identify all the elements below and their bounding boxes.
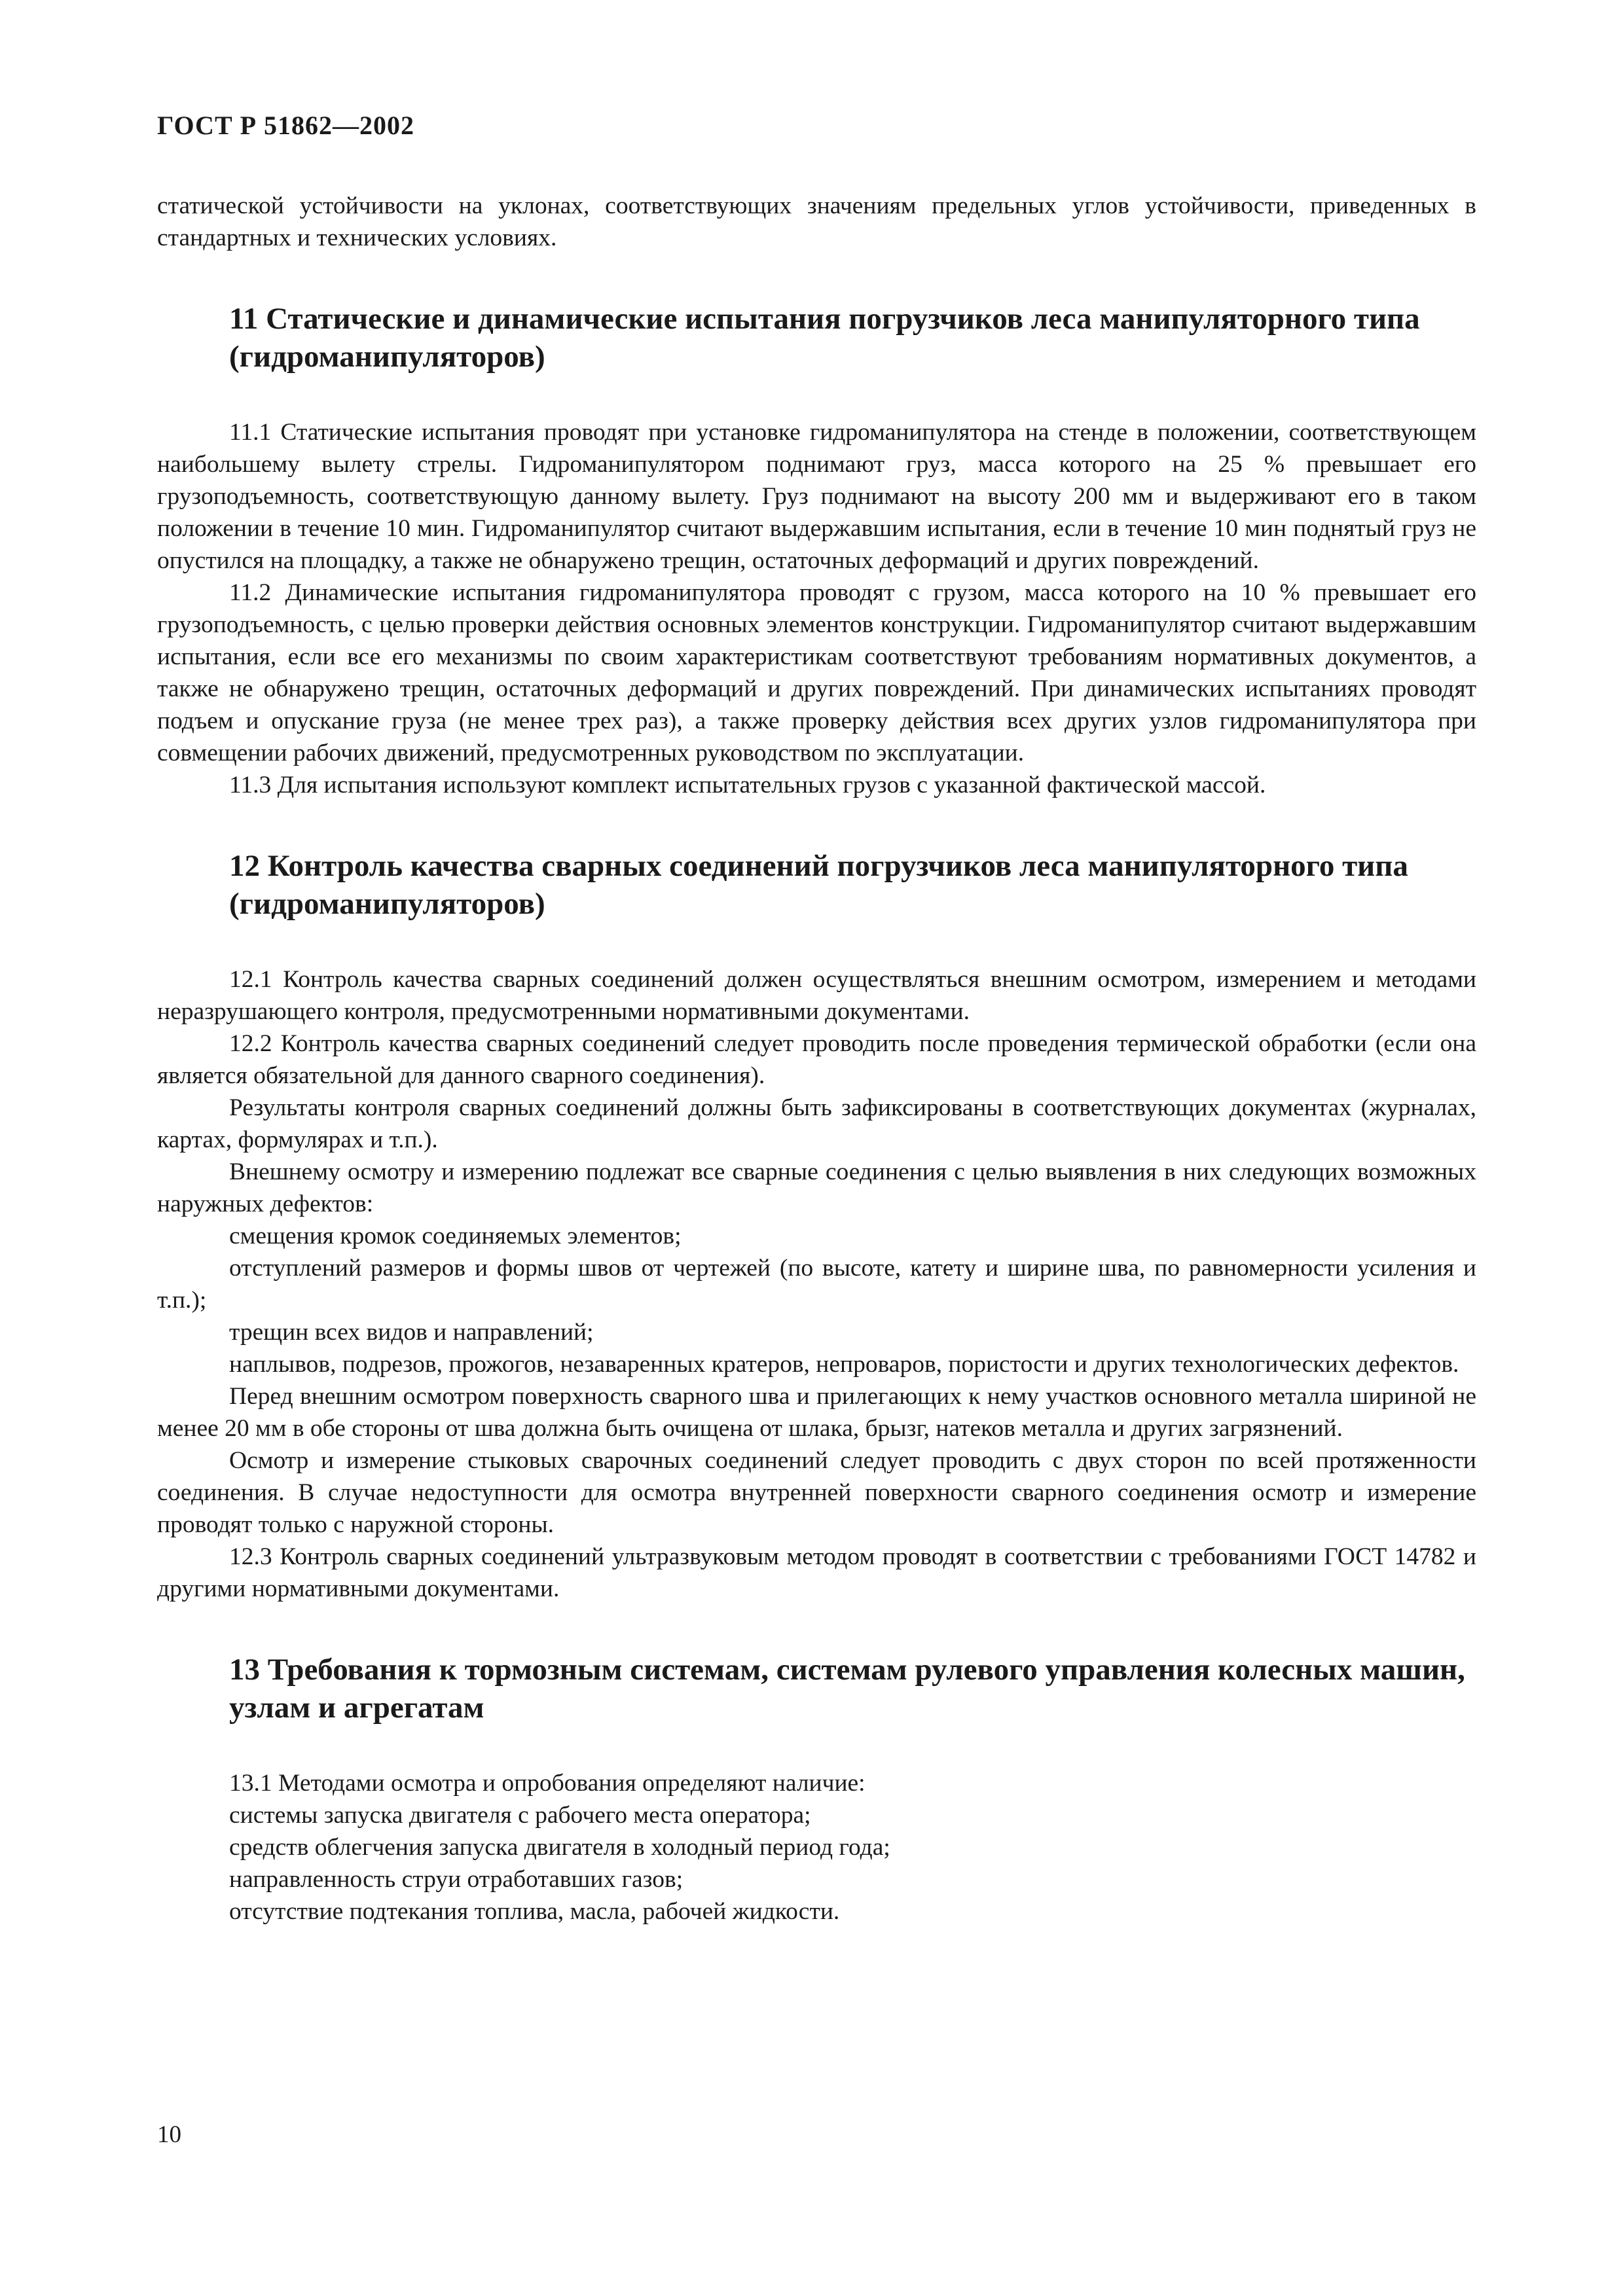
paragraph-12-butt-joints: Осмотр и измерение стыковых сварочных соединений следует проводить с двух сторон по всей протяженности соединения. В случае недоступности для осмотра внутренней поверхности сварного соединения осмотр и измерение проводят только с наружной стороны. xyxy=(157,1447,1476,1538)
paragraph-11-3: 11.3 Для испытания используют комплект испытательных грузов с указанной фактической массой. xyxy=(229,772,1266,798)
paragraph-11-1: 11.1 Статические испытания проводят при установке гидроманипулятора на стенде в положении, соответствующем наибольшему вылету стрелы. Гидроманипулятором поднимают груз, масса которого на 25 % превышает его грузоподъемность, соответствующую данному вылету. Груз поднимают на высоту 200 мм и выдерживают его в таком положении в течение 10 мин. Гидроманипулятор считают выдержавшим испытания, если в течение 10 мин поднятый груз не опустился на площадку, а также не обнаружено трещин, остаточных деформаций и других повреждений. xyxy=(157,419,1476,574)
paragraph-12-results: Результаты контроля сварных соединений должны быть зафиксированы в соответствующих документах (журналах, картах, формулярах и т.п.). xyxy=(157,1094,1476,1153)
presence-list-item: направленность струи отработавших газов; xyxy=(229,1866,684,1893)
presence-list-item: отсутствие подтекания топлива, масла, рабочей жидкости. xyxy=(229,1898,840,1925)
paragraph-12-3: 12.3 Контроль сварных соединений ультразвуковым методом проводят в соответствии с требованиями ГОСТ 14782 и другими нормативными документами. xyxy=(157,1543,1476,1602)
paragraph-12-inspection: Внешнему осмотру и измерению подлежат все сварные соединения с целью выявления в них следующих возможных наружных дефектов: xyxy=(157,1158,1476,1217)
document-header: ГОСТ Р 51862—2002 xyxy=(157,111,415,140)
page-number: 10 xyxy=(157,2121,181,2148)
paragraph-12-1: 12.1 Контроль качества сварных соединений должен осуществляться внешним осмотром, измерением и методами неразрушающего контроля, предусмотренными нормативными документами. xyxy=(157,966,1476,1025)
paragraph-13-1: 13.1 Методами осмотра и опробования определяют наличие: xyxy=(229,1770,866,1797)
paragraph-12-2: 12.2 Контроль качества сварных соединений следует проводить после проведения термической обработки (если она является обязательной для данного сварного соединения). xyxy=(157,1030,1476,1089)
intro-paragraph: статической устойчивости на уклонах, соответствующих значениям предельных углов устойчивости, приведенных в стандартных и технических условиях. xyxy=(157,192,1476,251)
section-12-title: 12 Контроль качества сварных соединений погрузчиков леса манипуляторного типа (гидроманипуляторов) xyxy=(229,849,1408,921)
paragraph-11-2: 11.2 Динамические испытания гидроманипулятора проводят с грузом, масса которого на 10 % превышает его грузоподъемность, с целью проверки действия основных элементов конструкции. Гидроманипулятор считают выдержавшим испытания, если все его механизмы по своим характеристикам соответствуют требованиям нормативных документов, а также не обнаружено трещин, остаточных деформаций и других повреждений. При динамических испытаниях проводят подъем и опускание груза (не менее трех раз), а также проверку действия всех других узлов гидроманипулятора при совмещении рабочих движений, предусмотренных руководством по эксплуатации. xyxy=(157,579,1476,766)
defect-list-item: наплывов, подрезов, прожогов, незаваренных кратеров, непроваров, пористости и других технологических дефектов. xyxy=(229,1351,1459,1378)
presence-list-item: системы запуска двигателя с рабочего места оператора; xyxy=(229,1802,811,1829)
document-body xyxy=(157,190,1476,1928)
defect-list-item: отступлений размеров и формы швов от чертежей (по высоте, катету и ширине шва, по равномерности усиления и т.п.); xyxy=(157,1255,1476,1314)
section-11-title: 11 Статические и динамические испытания погрузчиков леса манипуляторного типа (гидроманипуляторов) xyxy=(229,302,1420,374)
defect-list-item: трещин всех видов и направлений; xyxy=(229,1319,594,1346)
section-13-title: 13 Требования к тормозным системам, системам рулевого управления колесных машин, узлам и агрегатам xyxy=(229,1653,1465,1725)
paragraph-12-cleaning: Перед внешним осмотром поверхность сварного шва и прилегающих к нему участков основного металла шириной не менее 20 мм в обе стороны от шва должна быть очищена от шлака, брызг, натеков металла и других загрязнений. xyxy=(157,1383,1476,1442)
presence-list-item: средств облегчения запуска двигателя в холодный период года; xyxy=(229,1834,890,1861)
defect-list-item: смещения кромок соединяемых элементов; xyxy=(229,1223,682,1249)
